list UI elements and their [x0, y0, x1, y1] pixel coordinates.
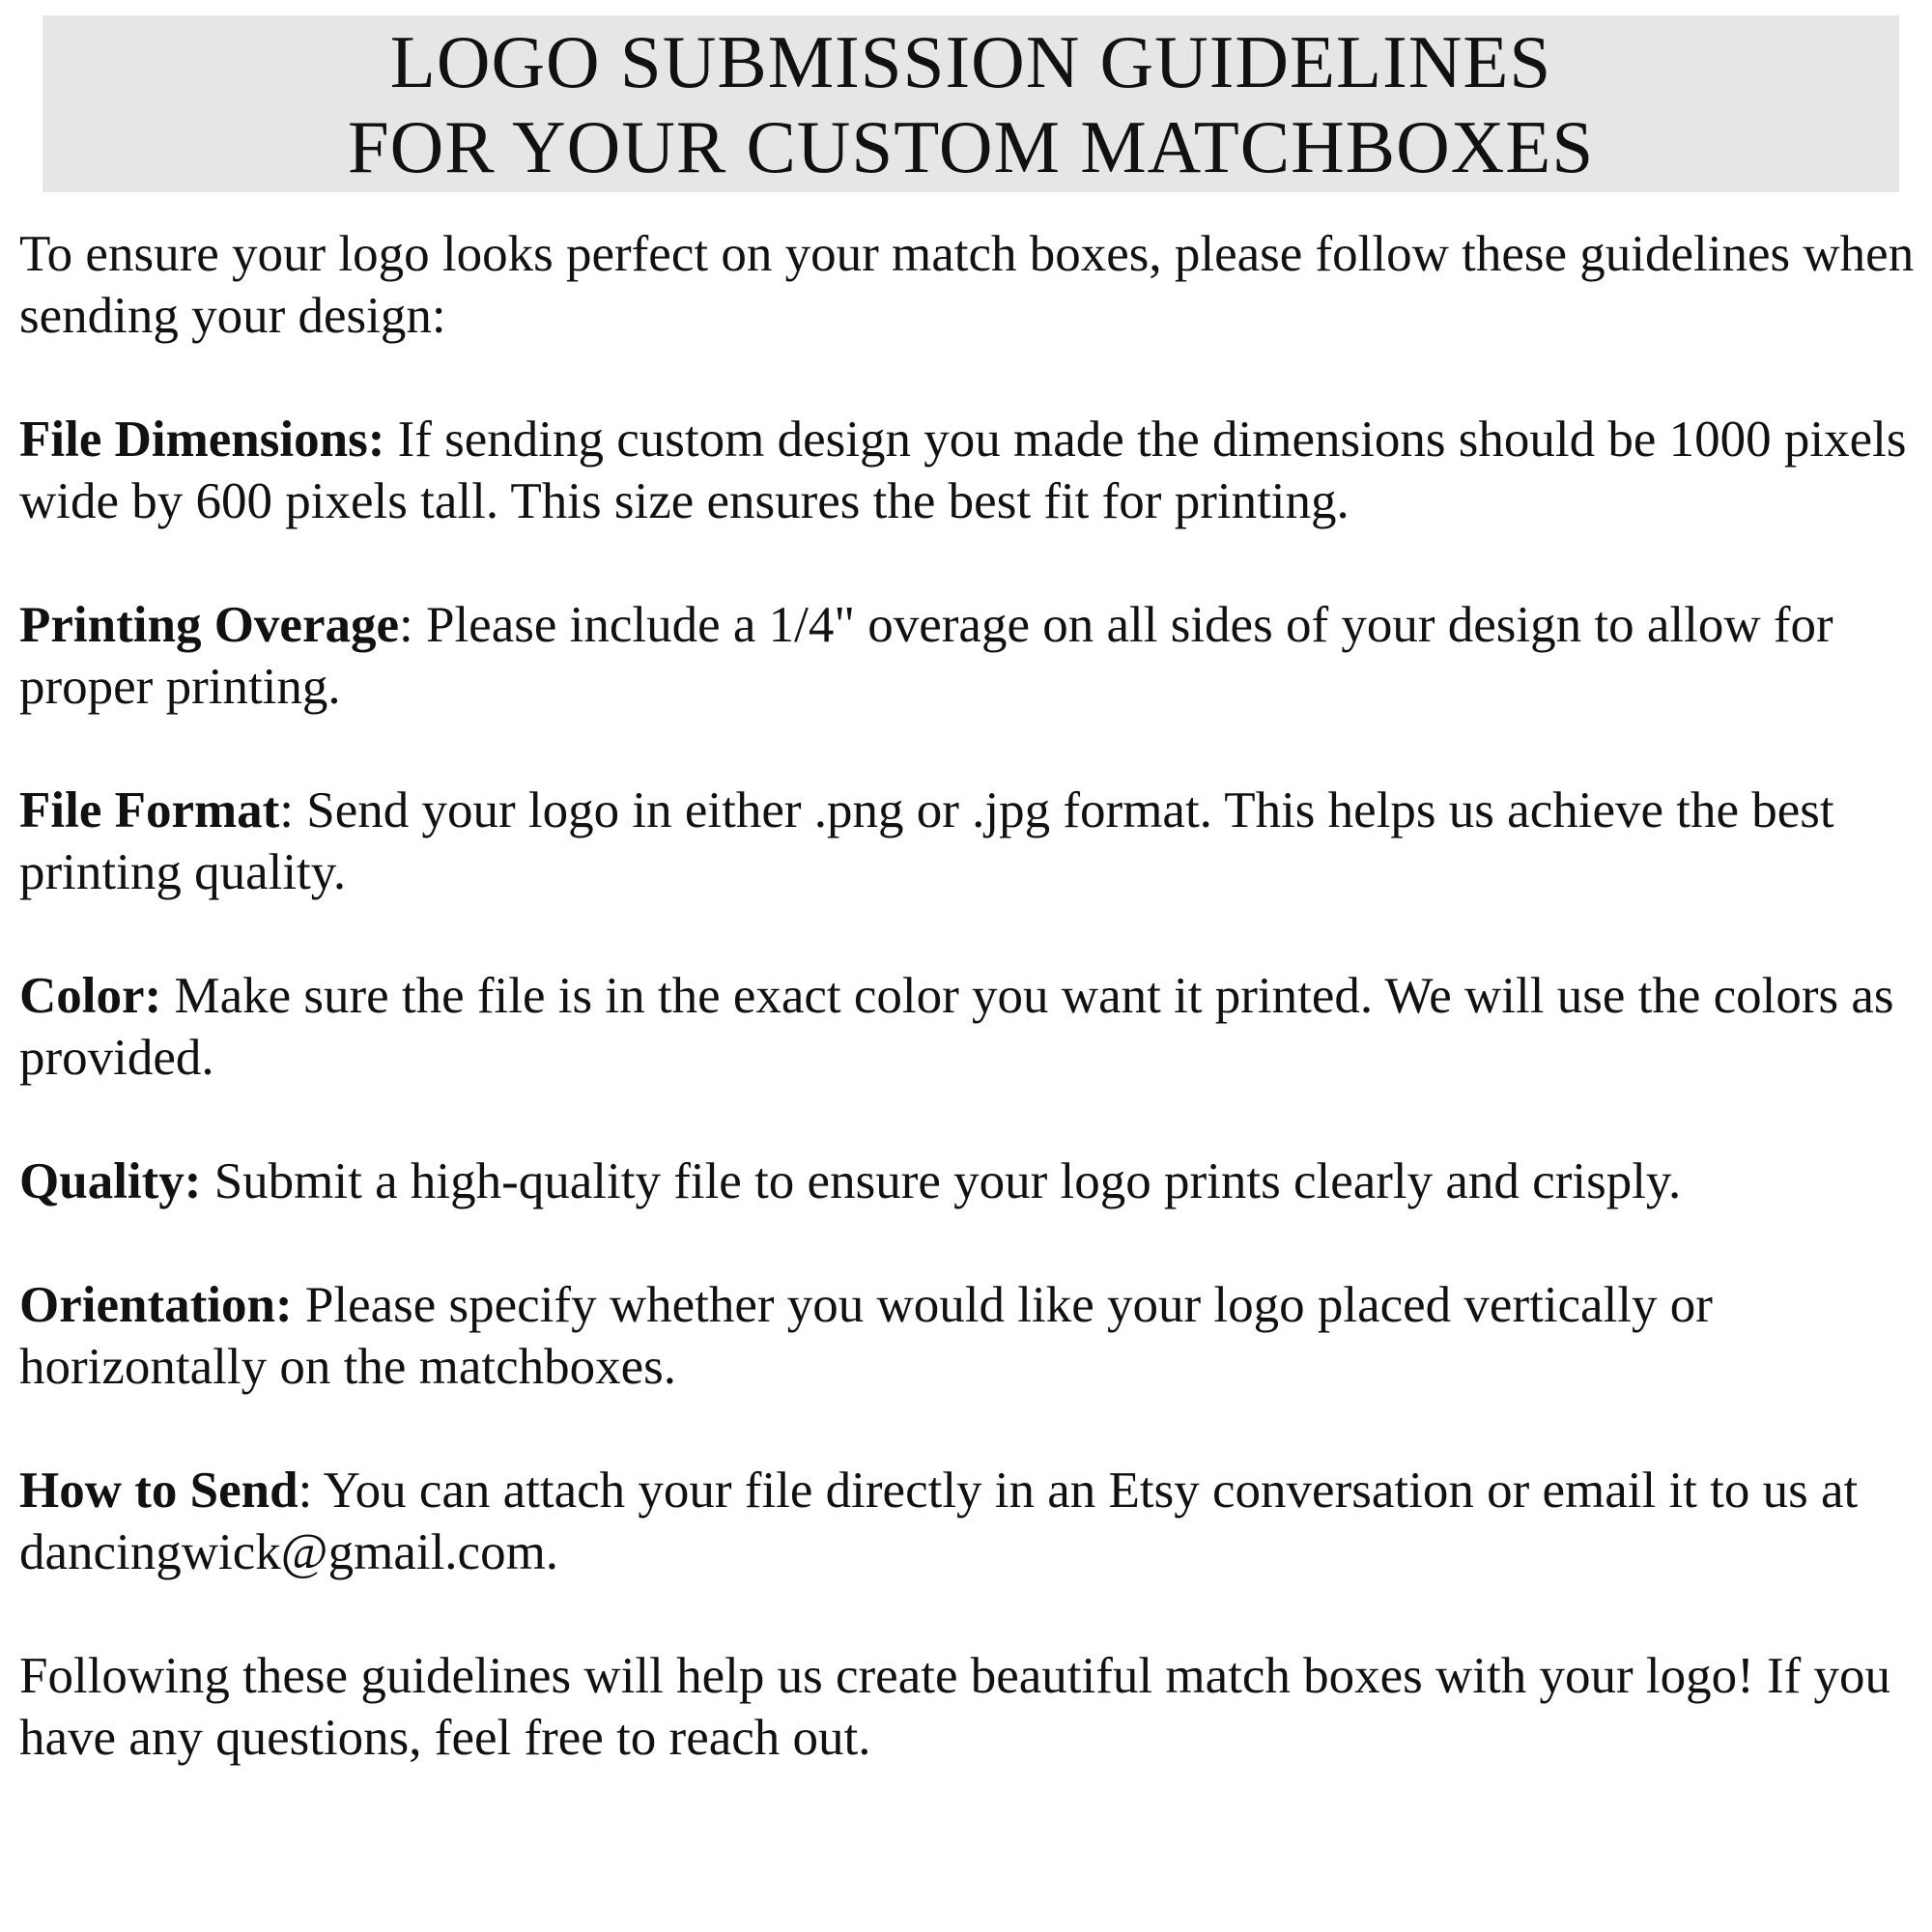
file-dimensions-section [19, 409, 1918, 532]
file-dimensions-label: File Dimensions: [19, 412, 385, 468]
file-dimensions-text: If sending custom design you made the dimensions should be 1000 pixels wide by 600 pixels tall. This size ensures the best fit for printing. [19, 412, 1907, 529]
quality-label: Quality: [19, 1153, 202, 1209]
how-to-send-text: : You can attach your file directly in an Etsy conversation or email it to us at dancingwick@gmail.com. [19, 1463, 1859, 1580]
quality-section [19, 1151, 1918, 1212]
color-section [19, 965, 1918, 1089]
closing-paragraph: Following these guidelines will help us create beautiful match boxes with your logo! If you have any questions, feel free to reach out. [19, 1648, 1891, 1766]
printing-overage-section [19, 594, 1918, 718]
title-line-2: FOR YOUR CUSTOM MATCHBOXES [347, 104, 1595, 188]
file-format-section [19, 780, 1918, 903]
title-banner [43, 15, 1899, 192]
intro-paragraph: To ensure your logo looks perfect on your match boxes, please follow these guidelines when sending your design: [19, 226, 1915, 344]
file-format-text: : Send your logo in either .png or .jpg format. This helps us achieve the best printing quality. [19, 782, 1834, 900]
color-text: Make sure the file is in the exact color you want it printed. We will use the colors as provided. [19, 968, 1894, 1086]
orientation-label: Orientation: [19, 1277, 293, 1333]
printing-overage-text: : Please include a 1/4" overage on all sides of your design to allow for proper printing. [19, 597, 1833, 715]
guidelines-body [19, 223, 1918, 1831]
file-format-label: File Format [19, 782, 280, 838]
title-line-1: LOGO SUBMISSION GUIDELINES [389, 19, 1552, 103]
orientation-text: Please specify whether you would like your logo placed vertically or horizontally on the matchboxes. [19, 1277, 1713, 1395]
quality-text: Submit a high-quality file to ensure your logo prints clearly and crisply. [201, 1153, 1682, 1209]
orientation-section [19, 1274, 1918, 1398]
color-label: Color: [19, 968, 162, 1024]
printing-overage-label: Printing Overage [19, 597, 399, 653]
how-to-send-section [19, 1460, 1918, 1583]
how-to-send-label: How to Send [19, 1463, 298, 1519]
